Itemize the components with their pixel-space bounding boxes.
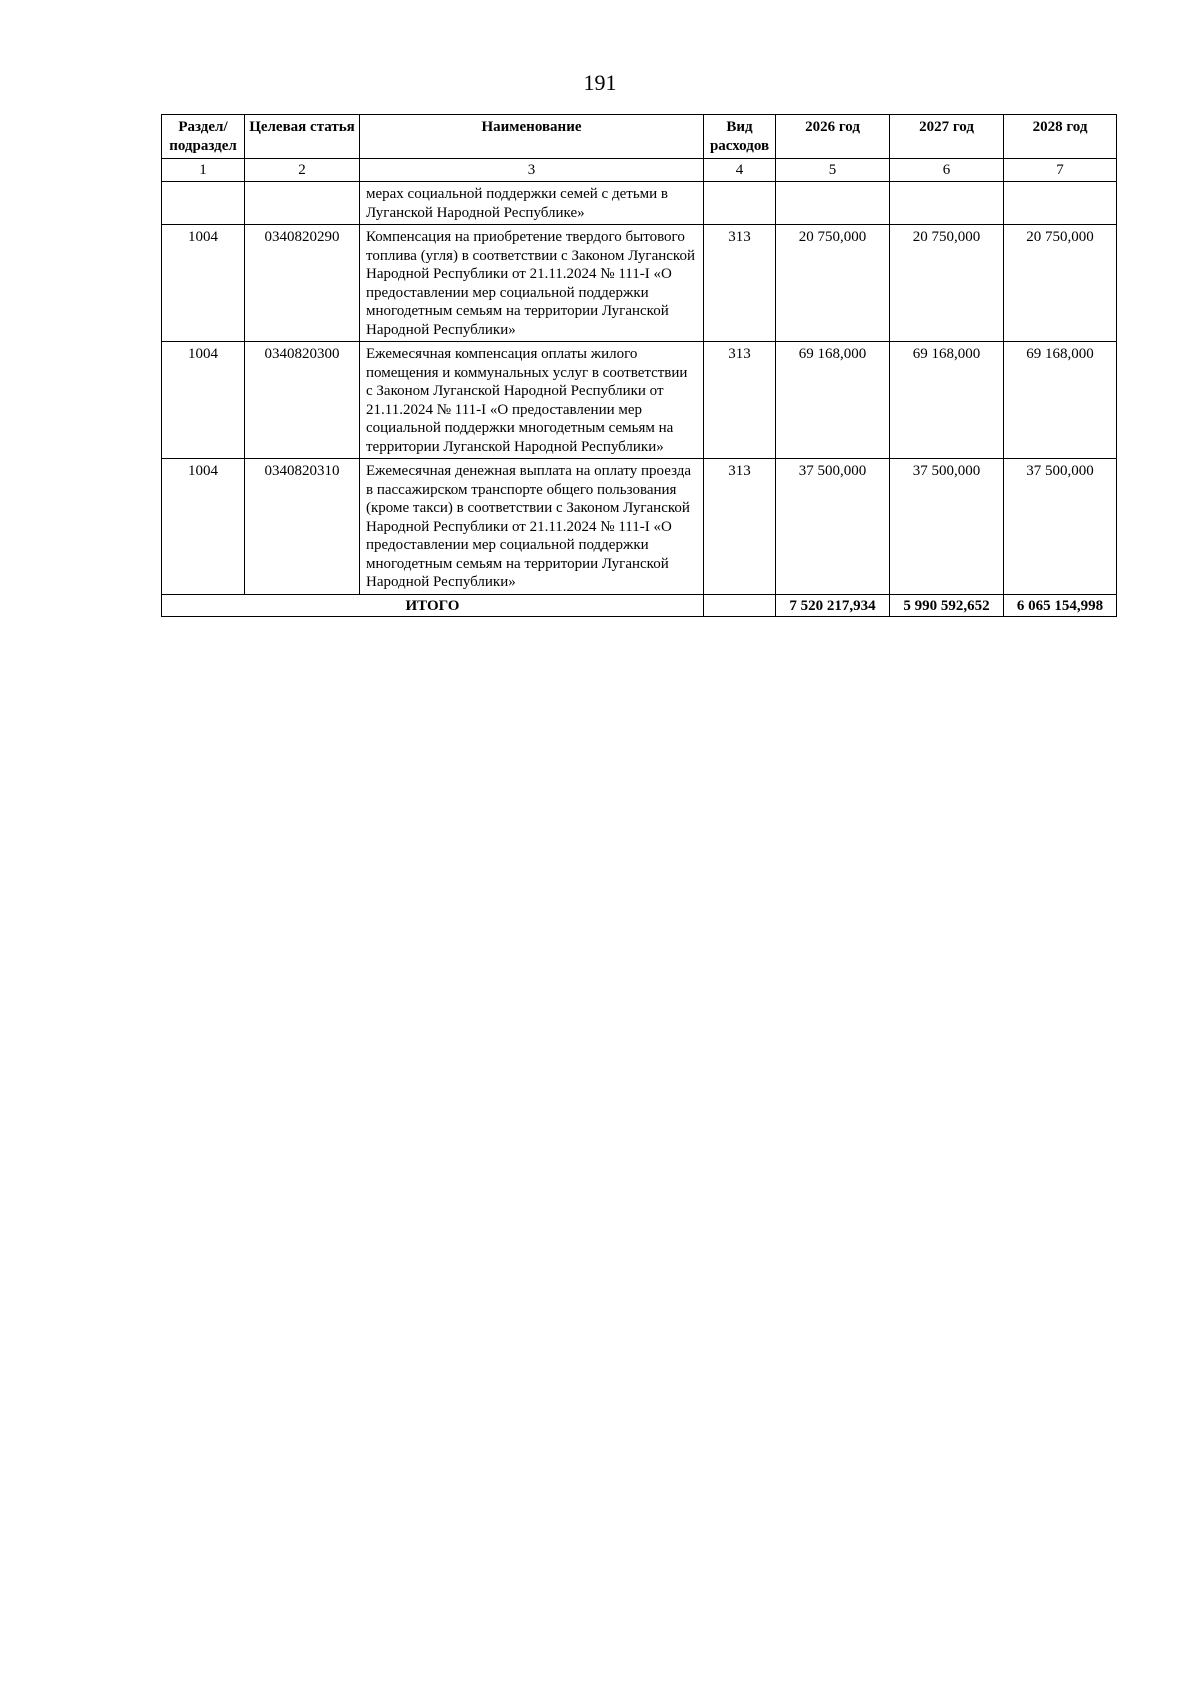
cell-2027: 37 500,000 bbox=[890, 459, 1004, 595]
cell-2027 bbox=[890, 182, 1004, 225]
header-2027: 2027 год bbox=[890, 115, 1004, 159]
total-row bbox=[162, 594, 1117, 617]
cell-2028: 20 750,000 bbox=[1004, 225, 1117, 342]
header-row bbox=[162, 115, 1117, 159]
cell-name: Ежемесячная денежная выплата на оплату проезда в пассажирском транспорте общего пользования (кроме такси) в соответствии с Законом Луганской Народной Республики от 21.11.2024 № 111-I «О предоставлении мер социальной поддержки многодетным семьям на территории Луганской Народной Республики» bbox=[360, 459, 704, 595]
column-number: 1 bbox=[162, 159, 245, 182]
cell-target bbox=[245, 182, 360, 225]
total-2027: 5 990 592,652 bbox=[890, 594, 1004, 617]
cell-type bbox=[704, 182, 776, 225]
column-number: 2 bbox=[245, 159, 360, 182]
column-number: 3 bbox=[360, 159, 704, 182]
header-section: Раздел/ подраздел bbox=[162, 115, 245, 159]
cell-type: 313 bbox=[704, 225, 776, 342]
cell-type: 313 bbox=[704, 342, 776, 459]
cell-target: 0340820310 bbox=[245, 459, 360, 595]
total-label: ИТОГО bbox=[162, 594, 704, 617]
cell-name: Ежемесячная компенсация оплаты жилого помещения и коммунальных услуг в соответствии с Законом Луганской Народной Республики от 21.11.2024 № 111-I «О предоставлении мер социальной поддержки многодетным семьям на территории Луганской Народной Республики» bbox=[360, 342, 704, 459]
cell-section: 1004 bbox=[162, 342, 245, 459]
cell-2026: 37 500,000 bbox=[776, 459, 890, 595]
cell-type: 313 bbox=[704, 459, 776, 595]
cell-section: 1004 bbox=[162, 459, 245, 595]
table-row bbox=[162, 182, 1117, 225]
budget-table bbox=[161, 114, 1117, 617]
table-row bbox=[162, 342, 1117, 459]
column-number: 4 bbox=[704, 159, 776, 182]
cell-2027: 69 168,000 bbox=[890, 342, 1004, 459]
cell-target: 0340820300 bbox=[245, 342, 360, 459]
total-type bbox=[704, 594, 776, 617]
header-2026: 2026 год bbox=[776, 115, 890, 159]
cell-name: Компенсация на приобретение твердого бытового топлива (угля) в соответствии с Законом Луганской Народной Республики от 21.11.2024 № 111-I «О предоставлении мер социальной поддержки многодетным семьям на территории Луганской Народной Республики» bbox=[360, 225, 704, 342]
cell-name: мерах социальной поддержки семей с детьми в Луганской Народной Республике» bbox=[360, 182, 704, 225]
column-numbers-row bbox=[162, 159, 1117, 182]
header-target: Целевая статья bbox=[245, 115, 360, 159]
column-number: 6 bbox=[890, 159, 1004, 182]
cell-section: 1004 bbox=[162, 225, 245, 342]
cell-2026: 20 750,000 bbox=[776, 225, 890, 342]
column-number: 7 bbox=[1004, 159, 1117, 182]
cell-2028 bbox=[1004, 182, 1117, 225]
page-number: 191 bbox=[583, 70, 617, 95]
table-row bbox=[162, 225, 1117, 342]
total-2028: 6 065 154,998 bbox=[1004, 594, 1117, 617]
cell-2026: 69 168,000 bbox=[776, 342, 890, 459]
cell-2026 bbox=[776, 182, 890, 225]
cell-2028: 37 500,000 bbox=[1004, 459, 1117, 595]
header-name: Наименование bbox=[360, 115, 704, 159]
cell-target: 0340820290 bbox=[245, 225, 360, 342]
column-number: 5 bbox=[776, 159, 890, 182]
cell-2027: 20 750,000 bbox=[890, 225, 1004, 342]
cell-2028: 69 168,000 bbox=[1004, 342, 1117, 459]
total-2026: 7 520 217,934 bbox=[776, 594, 890, 617]
cell-section bbox=[162, 182, 245, 225]
table-row bbox=[162, 459, 1117, 595]
header-2028: 2028 год bbox=[1004, 115, 1117, 159]
header-type: Вид расходов bbox=[704, 115, 776, 159]
